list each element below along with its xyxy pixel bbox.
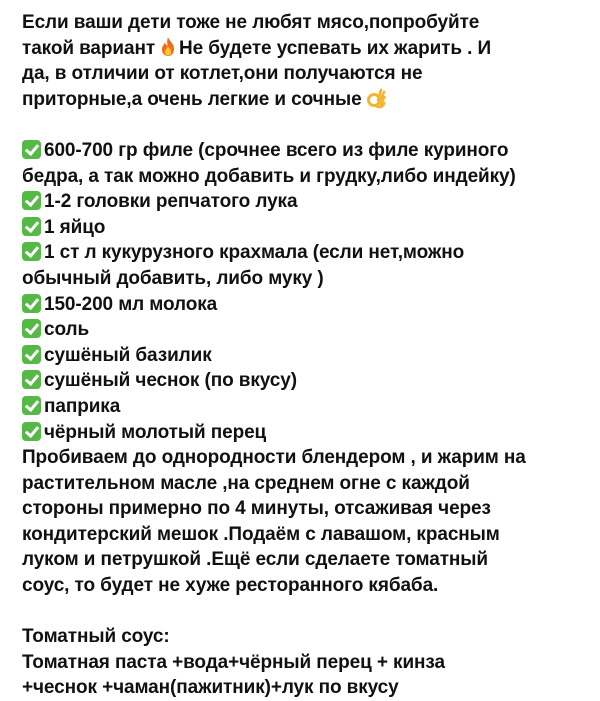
spacer	[22, 112, 588, 138]
method-line-2: растительном масле ,на среднем огне с каждой	[22, 472, 470, 494]
ingredient-9	[22, 394, 588, 420]
ingredient-8	[22, 368, 588, 394]
recipe-text	[22, 10, 588, 701]
check-icon	[22, 294, 41, 313]
ingredient-10-text: чёрный молотый перец	[44, 421, 267, 443]
check-icon	[22, 422, 41, 441]
sauce-line-1: Томатная паста +вода+чёрный перец + кинза	[22, 651, 445, 673]
fire-icon	[159, 36, 177, 57]
ingredient-4	[22, 240, 588, 266]
method-line-6: соус, то будет не хуже ресторанного кябаба.	[22, 575, 439, 597]
method-line-4: кондитерский мешок .Подаём с лавашом, красным	[22, 523, 500, 545]
check-icon	[22, 217, 41, 236]
ok-hand-icon	[366, 87, 386, 109]
intro-line-2-start: такой вариант	[22, 37, 156, 59]
check-icon	[22, 191, 41, 210]
ingredient-1	[22, 138, 588, 164]
ingredient-1-continued: бедра, а так можно добавить и грудку,либо индейку)	[22, 165, 516, 187]
method-line-3: стороны примерно по 4 минуты, отсаживая через	[22, 498, 491, 520]
check-icon	[22, 396, 41, 415]
spacer	[22, 599, 588, 625]
check-icon	[22, 140, 41, 159]
ingredient-4-text: 1 ст л кукурузного крахмала (если нет,можно	[44, 242, 465, 264]
check-icon	[22, 319, 41, 338]
ingredient-7	[22, 343, 588, 369]
intro-line-2	[22, 36, 588, 62]
sauce-title: Томатный соус:	[22, 626, 170, 648]
intro-line-1: Если ваши дети тоже не любят мясо,попробуйте	[22, 12, 480, 33]
ingredient-6-text: соль	[44, 319, 90, 341]
ingredient-8-text: сушёный чеснок (по вкусу)	[44, 370, 297, 392]
ingredient-3-text: 1 яйцо	[44, 216, 106, 238]
check-icon	[22, 345, 41, 364]
ingredient-6	[22, 317, 588, 343]
ingredient-10	[22, 420, 588, 446]
sauce-line-2: +чеснок +чаман(пажитник)+лук по вкусу	[22, 677, 399, 699]
ingredient-9-text: паприка	[44, 395, 121, 417]
ingredient-2	[22, 189, 588, 215]
check-icon	[22, 370, 41, 389]
intro-line-4	[22, 87, 588, 113]
ingredient-4-continued: обычный добавить, либо муку )	[22, 267, 324, 289]
ingredient-1-text: 600-700 гр филе (срочнее всего из филе куриного	[44, 139, 509, 161]
intro-line-2-end: Не будете успевать их жарить . И	[179, 37, 492, 59]
intro-line-3: да, в отличии от котлет,они получаются не	[22, 63, 423, 85]
intro-line-4-text: приторные,а очень легкие и сочные	[22, 88, 362, 110]
ingredient-2-text: 1-2 головки репчатого лука	[44, 191, 298, 213]
ingredient-5	[22, 292, 588, 318]
check-icon	[22, 242, 41, 261]
ingredient-5-text: 150-200 мл молока	[44, 293, 218, 315]
method-line-1: Пробиваем до однородности блендером , и жарим на	[22, 447, 526, 469]
ingredient-7-text: сушёный базилик	[44, 344, 212, 366]
ingredient-3	[22, 215, 588, 241]
method-line-5: луком и петрушкой .Ещё если сделаете томатный	[22, 549, 488, 571]
